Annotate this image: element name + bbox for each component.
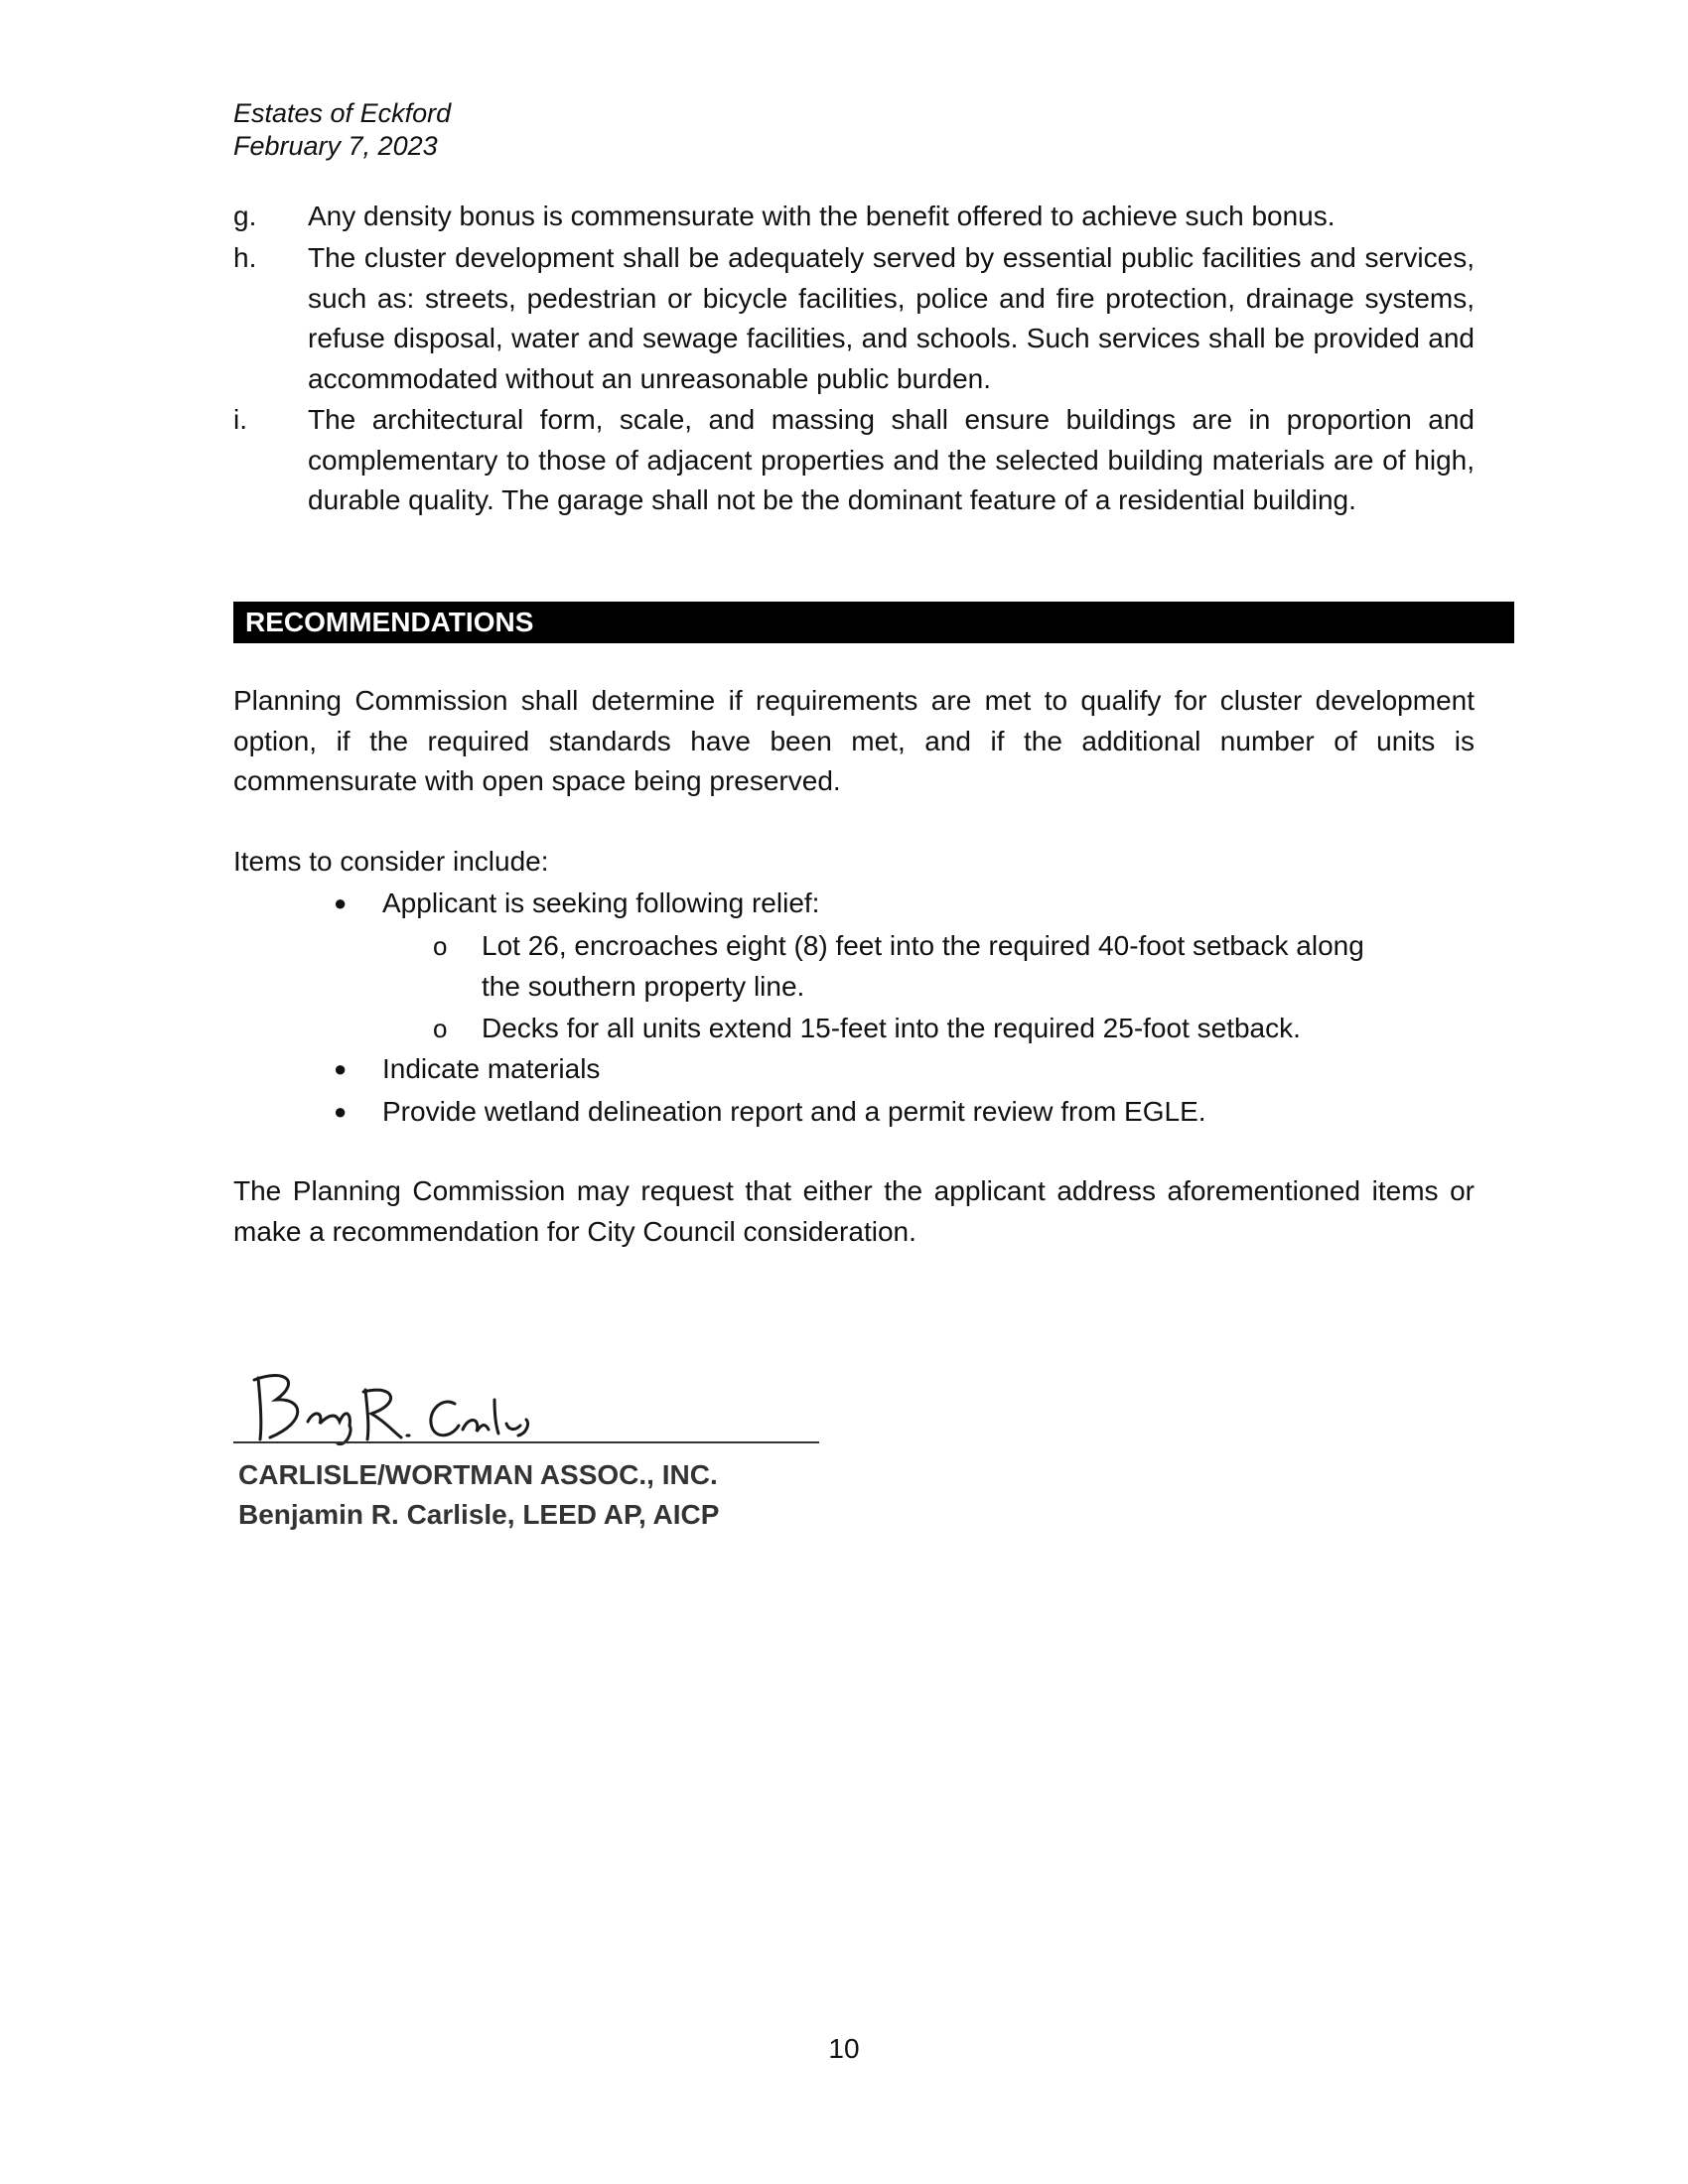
bullet-dot: ● <box>334 1056 348 1081</box>
handwritten-signature <box>246 1360 564 1454</box>
list-item-label: h. <box>233 242 257 273</box>
list-item-text: The cluster development shall be adequately served by essential public facilities and services, such as: streets, pedestrian or bicycle facilities, police and fire protection, drainage systems, refuse disposal, water and sewage facilities, and schools. Such services shall be provided and accommodated without an unreasonable public burden. <box>308 242 1475 394</box>
list-item-text: The architectural form, scale, and massing shall ensure buildings are in proportion and complementary to those of adjacent properties and the selected building materials are of high, durable quality. The garage shall not be the dominant feature of a residential building. <box>308 404 1475 515</box>
sub-bullet-decks: Decks for all units extend 15-feet into the required 25-foot setback. <box>482 1013 1301 1043</box>
signature-line <box>233 1441 819 1443</box>
bullet-dot: ● <box>334 1099 348 1124</box>
page-number: 10 <box>828 2033 860 2064</box>
sub-bullet-lot26-continued: the southern property line. <box>482 971 805 1002</box>
signature-name: Benjamin R. Carlisle, LEED AP, AICP <box>238 1499 720 1530</box>
sub-bullet-circle: o <box>433 931 448 961</box>
header-date: February 7, 2023 <box>233 131 438 161</box>
list-item-text: Any density bonus is commensurate with the benefit offered to achieve such bonus. <box>308 201 1336 231</box>
signature-company: CARLISLE/WORTMAN ASSOC., INC. <box>238 1459 718 1490</box>
items-intro: Items to consider include: <box>233 846 549 877</box>
closing-paragraph: The Planning Commission may request that either the applicant address aforementioned items or make a recommendation for City Council consideration. <box>233 1175 1475 1247</box>
list-item-label: g. <box>233 201 257 231</box>
bullet-item-materials: Indicate materials <box>382 1053 601 1084</box>
document-header <box>233 97 451 163</box>
sub-bullet-lot26: Lot 26, encroaches eight (8) feet into the required 40-foot setback along <box>482 930 1364 961</box>
bullet-item-relief: Applicant is seeking following relief: <box>382 887 820 918</box>
list-item-label: i. <box>233 404 247 435</box>
section-heading-recommendations: RECOMMENDATIONS <box>233 602 1514 643</box>
sub-bullet-circle: o <box>433 1014 448 1043</box>
recommendation-paragraph: Planning Commission shall determine if requirements are met to qualify for cluster development option, if the required standards have been met, and if the additional number of units is commensurate with open space being preserved. <box>233 685 1475 796</box>
bullet-item-wetland: Provide wetland delineation report and a permit review from EGLE. <box>382 1096 1206 1127</box>
header-title: Estates of Eckford <box>233 98 452 128</box>
bullet-dot: ● <box>334 890 348 915</box>
signature-block <box>199 1360 879 1569</box>
